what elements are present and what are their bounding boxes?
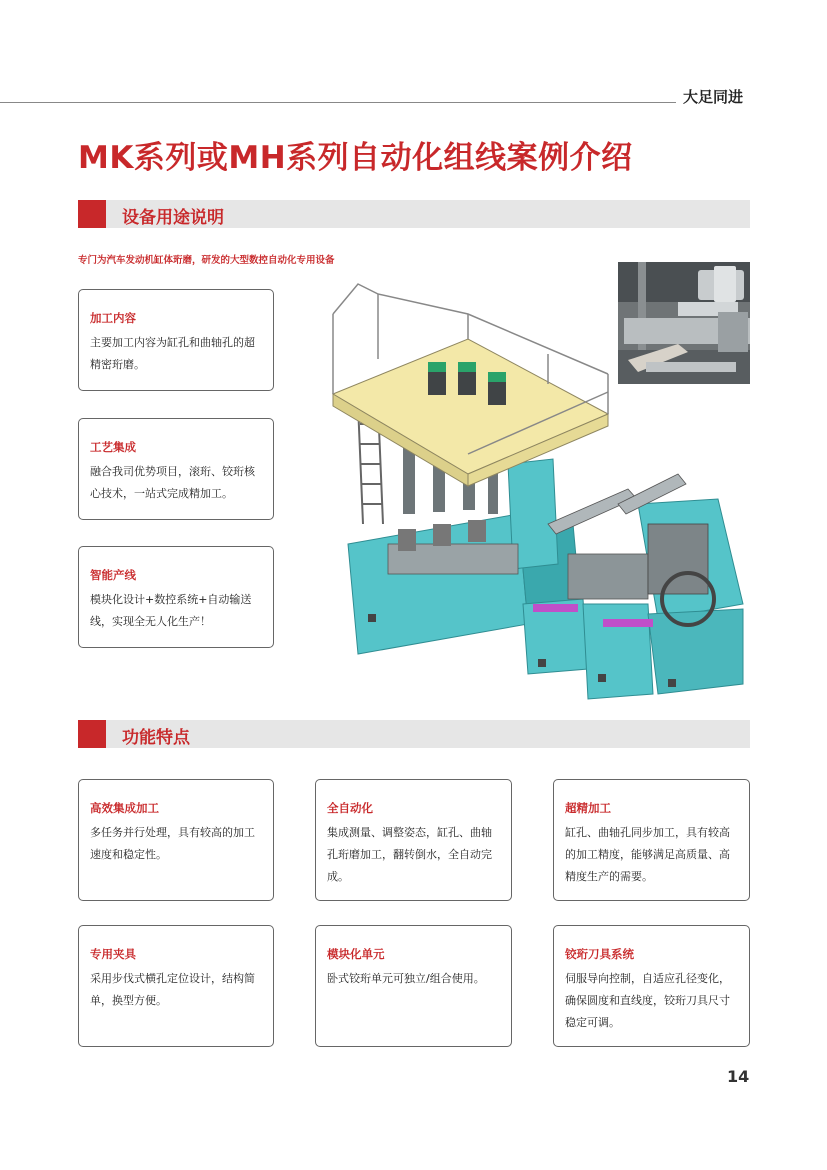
card-body: 缸孔、曲轴孔同步加工，具有较高的加工精度，能够满足高质量、高精度生产的需要。 bbox=[565, 826, 730, 883]
section-marker bbox=[78, 200, 106, 228]
usage-card-processing bbox=[78, 289, 274, 391]
usage-card-process bbox=[78, 418, 274, 520]
card-body: 主要加工内容为缸孔和曲轴孔的超精密珩磨。 bbox=[90, 336, 255, 371]
section-title: 设备用途说明 bbox=[122, 208, 224, 228]
card-title: 智能产线 bbox=[90, 568, 136, 582]
feature-card-modular bbox=[315, 925, 512, 1047]
card-body: 多任务并行处理，具有较高的加工速度和稳定性。 bbox=[90, 826, 255, 861]
card-title: 全自动化 bbox=[327, 801, 373, 815]
card-title: 超精加工 bbox=[565, 801, 611, 815]
card-title: 模块化单元 bbox=[327, 947, 385, 961]
machine-illustration bbox=[318, 274, 758, 714]
section-header-features bbox=[78, 720, 750, 748]
card-body: 采用步伐式横孔定位设计，结构简单，换型方便。 bbox=[90, 972, 255, 1007]
feature-card-fixture bbox=[78, 925, 274, 1047]
section-title: 功能特点 bbox=[122, 728, 190, 748]
card-title: 铰珩刀具系统 bbox=[565, 947, 634, 961]
card-body: 卧式铰珩单元可独立/组合使用。 bbox=[327, 972, 485, 985]
header-divider bbox=[0, 102, 676, 103]
section-intro: 专门为汽车发动机缸体珩磨，研发的大型数控自动化专用设备 bbox=[78, 255, 335, 266]
card-body: 模块化设计+数控系统+自动输送线，实现全无人化生产！ bbox=[90, 593, 252, 628]
card-body: 伺服导向控制，自适应孔径变化，确保圆度和直线度，铰珩刀具尺寸稳定可调。 bbox=[565, 972, 730, 1029]
section-header-usage bbox=[78, 200, 750, 228]
card-title: 高效集成加工 bbox=[90, 801, 159, 815]
card-title: 专用夹具 bbox=[90, 947, 136, 961]
usage-card-smart-line bbox=[78, 546, 274, 648]
brand-name: 大足同进 bbox=[683, 88, 744, 106]
page-title: MK系列或MH系列自动化组线案例介绍 bbox=[78, 140, 633, 176]
section-marker bbox=[78, 720, 106, 748]
feature-card-efficient bbox=[78, 779, 274, 901]
feature-card-tooling bbox=[553, 925, 750, 1047]
card-body: 融合我司优势项目，滚珩、铰珩核心技术，一站式完成精加工。 bbox=[90, 465, 255, 500]
card-title: 工艺集成 bbox=[90, 440, 136, 454]
feature-card-precision bbox=[553, 779, 750, 901]
page-number: 14 bbox=[727, 1067, 750, 1086]
card-title: 加工内容 bbox=[90, 311, 136, 325]
feature-card-automation bbox=[315, 779, 512, 901]
card-body: 集成测量、调整姿态，缸孔、曲轴孔珩磨加工，翻转倒水，全自动完成。 bbox=[327, 826, 492, 883]
